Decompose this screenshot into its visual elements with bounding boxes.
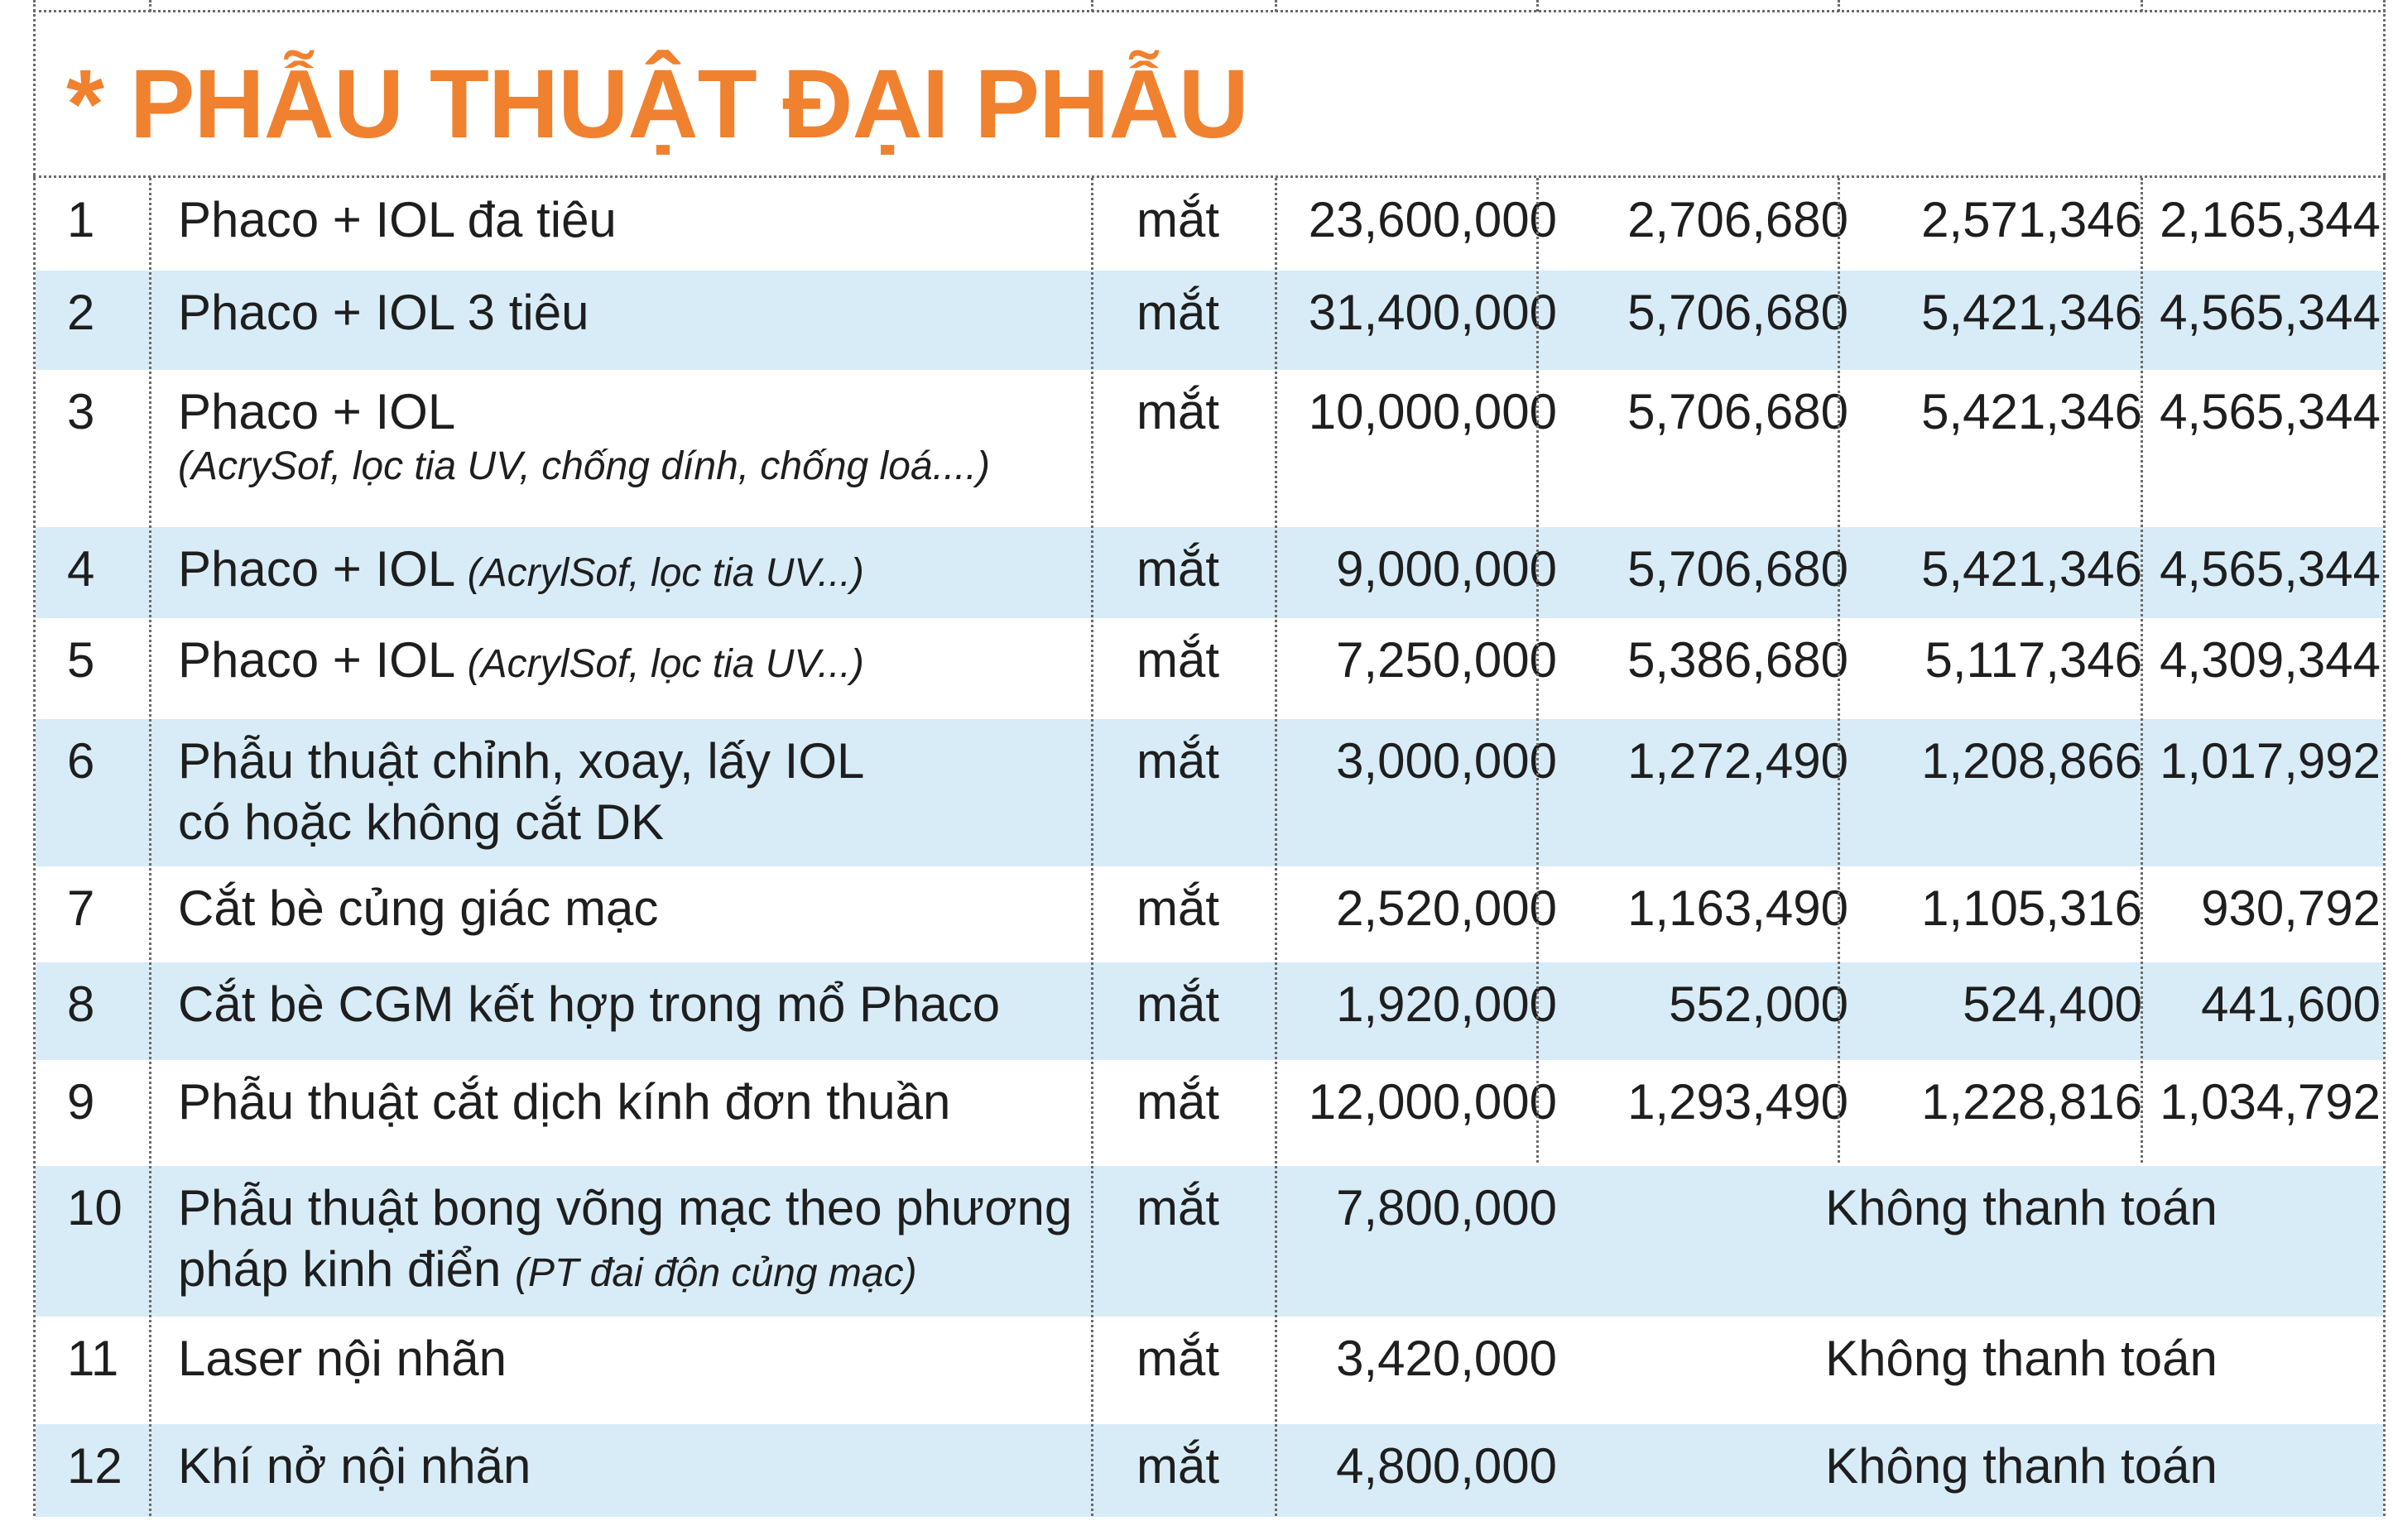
price-insurance-1: 1,293,490 [1627, 1074, 1848, 1130]
row-number: 11 [67, 1331, 119, 1386]
price-insurance-1: 5,706,680 [1627, 285, 1848, 340]
price-insurance-3: 4,565,344 [2160, 384, 2381, 439]
table-row [36, 370, 2383, 527]
table-row [36, 719, 2383, 866]
price-insurance-3: 4,309,344 [2160, 632, 2381, 688]
table-row [36, 618, 2383, 719]
row-number: 6 [67, 733, 95, 789]
service-name [178, 731, 864, 853]
service-note: (PT đai độn củng mạc) [515, 1251, 917, 1295]
table-row [36, 866, 2383, 962]
service-name-text: Cắt bè CGM kết hợp trong mổ Phaco [178, 976, 1001, 1032]
unit-label: mắt [1136, 541, 1220, 597]
service-name-line2: pháp kinh điển [178, 1241, 515, 1297]
service-name [178, 878, 658, 939]
price-insurance-1: 552,000 [1669, 976, 1848, 1032]
price-insurance-1: 1,163,490 [1627, 880, 1848, 936]
price-service: 10,000,000 [1308, 384, 1557, 439]
price-insurance-3: 930,792 [2201, 880, 2381, 936]
price-insurance-3: 2,165,344 [2160, 192, 2381, 247]
no-payment-note: Không thanh toán [1825, 1438, 2218, 1494]
price-service: 7,800,000 [1336, 1180, 1557, 1235]
price-insurance-2: 1,105,316 [1921, 880, 2142, 936]
price-service: 31,400,000 [1308, 285, 1557, 340]
row-number: 9 [67, 1074, 95, 1130]
price-service: 3,000,000 [1336, 733, 1557, 789]
service-name-text: Phaco + IOL [178, 541, 468, 597]
table-row [36, 962, 2383, 1060]
top-divider-stub [1838, 0, 1840, 12]
price-service: 3,420,000 [1336, 1331, 1557, 1386]
price-table [36, 178, 2383, 1517]
service-name-text: Phaco + IOL [178, 632, 468, 688]
unit-label: mắt [1136, 192, 1220, 247]
price-insurance-2: 2,571,346 [1921, 192, 2142, 247]
price-insurance-1: 5,706,680 [1627, 384, 1848, 439]
price-service: 7,250,000 [1336, 632, 1557, 688]
unit-label: mắt [1136, 285, 1220, 340]
service-name-text: Phẫu thuật cắt dịch kính đơn thuần [178, 1074, 951, 1130]
top-divider [33, 10, 2386, 12]
column-divider [2141, 178, 2143, 1163]
price-insurance-1: 2,706,680 [1627, 192, 1848, 247]
service-name-text: Phaco + IOL 3 tiêu [178, 285, 589, 340]
unit-label: mắt [1136, 880, 1220, 936]
unit-label: mắt [1136, 632, 1220, 688]
price-insurance-3: 441,600 [2201, 976, 2381, 1032]
row-number: 7 [67, 880, 95, 936]
service-note: (AcrylSof, lọc tia UV...) [467, 642, 864, 686]
price-insurance-2: 5,421,346 [1921, 285, 2142, 340]
price-insurance-3: 1,017,992 [2160, 733, 2381, 789]
unit-label: mắt [1136, 384, 1220, 439]
service-name [178, 190, 617, 251]
price-insurance-2: 1,228,816 [1921, 1074, 2142, 1130]
price-insurance-1: 5,386,680 [1627, 632, 1848, 688]
row-number: 4 [67, 541, 95, 597]
service-name-text: Phaco + IOL [178, 384, 456, 439]
price-insurance-1: 5,706,680 [1627, 541, 1848, 597]
service-name [178, 974, 1000, 1035]
price-insurance-2: 5,421,346 [1921, 541, 2142, 597]
table-row [36, 1166, 2383, 1317]
service-name [178, 1328, 507, 1389]
table-row [36, 178, 2383, 271]
price-service: 23,600,000 [1308, 192, 1557, 247]
table-row [36, 1317, 2383, 1424]
service-name [178, 1072, 950, 1133]
service-name-text: Phẫu thuật bong võng mạc theo phương [178, 1180, 1073, 1235]
column-divider [1838, 178, 1840, 1163]
top-divider-stub [1275, 0, 1277, 12]
unit-label: mắt [1136, 976, 1220, 1032]
service-subnote: (AcrySof, lọc tia UV, chống dính, chống loá....) [178, 444, 990, 488]
service-name-text: Laser nội nhãn [178, 1331, 507, 1386]
price-insurance-3: 4,565,344 [2160, 285, 2381, 340]
row-number: 1 [67, 192, 95, 247]
table-row [36, 1060, 2383, 1166]
service-name-text: Phaco + IOL đa tiêu [178, 192, 617, 247]
row-number: 3 [67, 384, 95, 439]
price-service: 12,000,000 [1308, 1074, 1557, 1130]
table-row [36, 271, 2383, 370]
price-service: 4,800,000 [1336, 1438, 1557, 1494]
table-row [36, 527, 2383, 618]
column-divider [1275, 178, 1277, 1516]
service-name-text: Khí nở nội nhãn [178, 1438, 531, 1494]
top-divider-stub [1091, 0, 1093, 12]
price-insurance-3: 1,034,792 [2160, 1074, 2381, 1130]
price-insurance-3: 4,565,344 [2160, 541, 2381, 597]
row-number: 5 [67, 632, 95, 688]
price-service: 1,920,000 [1336, 976, 1557, 1032]
service-name-text: Phẫu thuật chỉnh, xoay, lấy IOL [178, 733, 865, 789]
price-insurance-2: 5,421,346 [1921, 384, 2142, 439]
unit-label: mắt [1136, 1180, 1220, 1235]
price-insurance-2: 1,208,866 [1921, 733, 2142, 789]
price-service: 2,520,000 [1336, 880, 1557, 936]
service-name-line2: có hoặc không cắt DK [178, 794, 665, 850]
no-payment-note: Không thanh toán [1825, 1180, 2218, 1235]
column-divider [1091, 178, 1093, 1516]
section-title: * PHẪU THUẬT ĐẠI PHẪU [66, 50, 1248, 159]
service-name [178, 1178, 1072, 1304]
table-row [36, 1424, 2383, 1517]
service-name-text: Cắt bè củng giác mạc [178, 880, 659, 936]
row-number: 8 [67, 976, 95, 1032]
row-number: 10 [67, 1180, 123, 1235]
unit-label: mắt [1136, 1438, 1220, 1494]
service-note: (AcrylSof, lọc tia UV...) [467, 551, 864, 595]
top-divider-stub [1536, 0, 1539, 12]
service-name [178, 539, 864, 604]
unit-label: mắt [1136, 733, 1220, 789]
top-divider-stub [2141, 0, 2143, 12]
service-name [178, 282, 589, 343]
price-insurance-2: 5,117,346 [1924, 632, 2142, 688]
service-name [178, 381, 990, 491]
price-service: 9,000,000 [1336, 541, 1557, 597]
column-divider [1536, 178, 1539, 1163]
no-payment-note: Không thanh toán [1825, 1331, 2218, 1386]
row-number: 12 [67, 1438, 123, 1494]
column-divider [149, 178, 151, 1516]
row-number: 2 [67, 285, 95, 340]
service-name [178, 630, 864, 695]
price-insurance-2: 524,400 [1963, 976, 2142, 1032]
unit-label: mắt [1136, 1074, 1220, 1130]
service-name [178, 1436, 531, 1497]
price-insurance-1: 1,272,490 [1627, 733, 1848, 789]
unit-label: mắt [1136, 1331, 1220, 1386]
top-divider-stub [149, 0, 151, 12]
